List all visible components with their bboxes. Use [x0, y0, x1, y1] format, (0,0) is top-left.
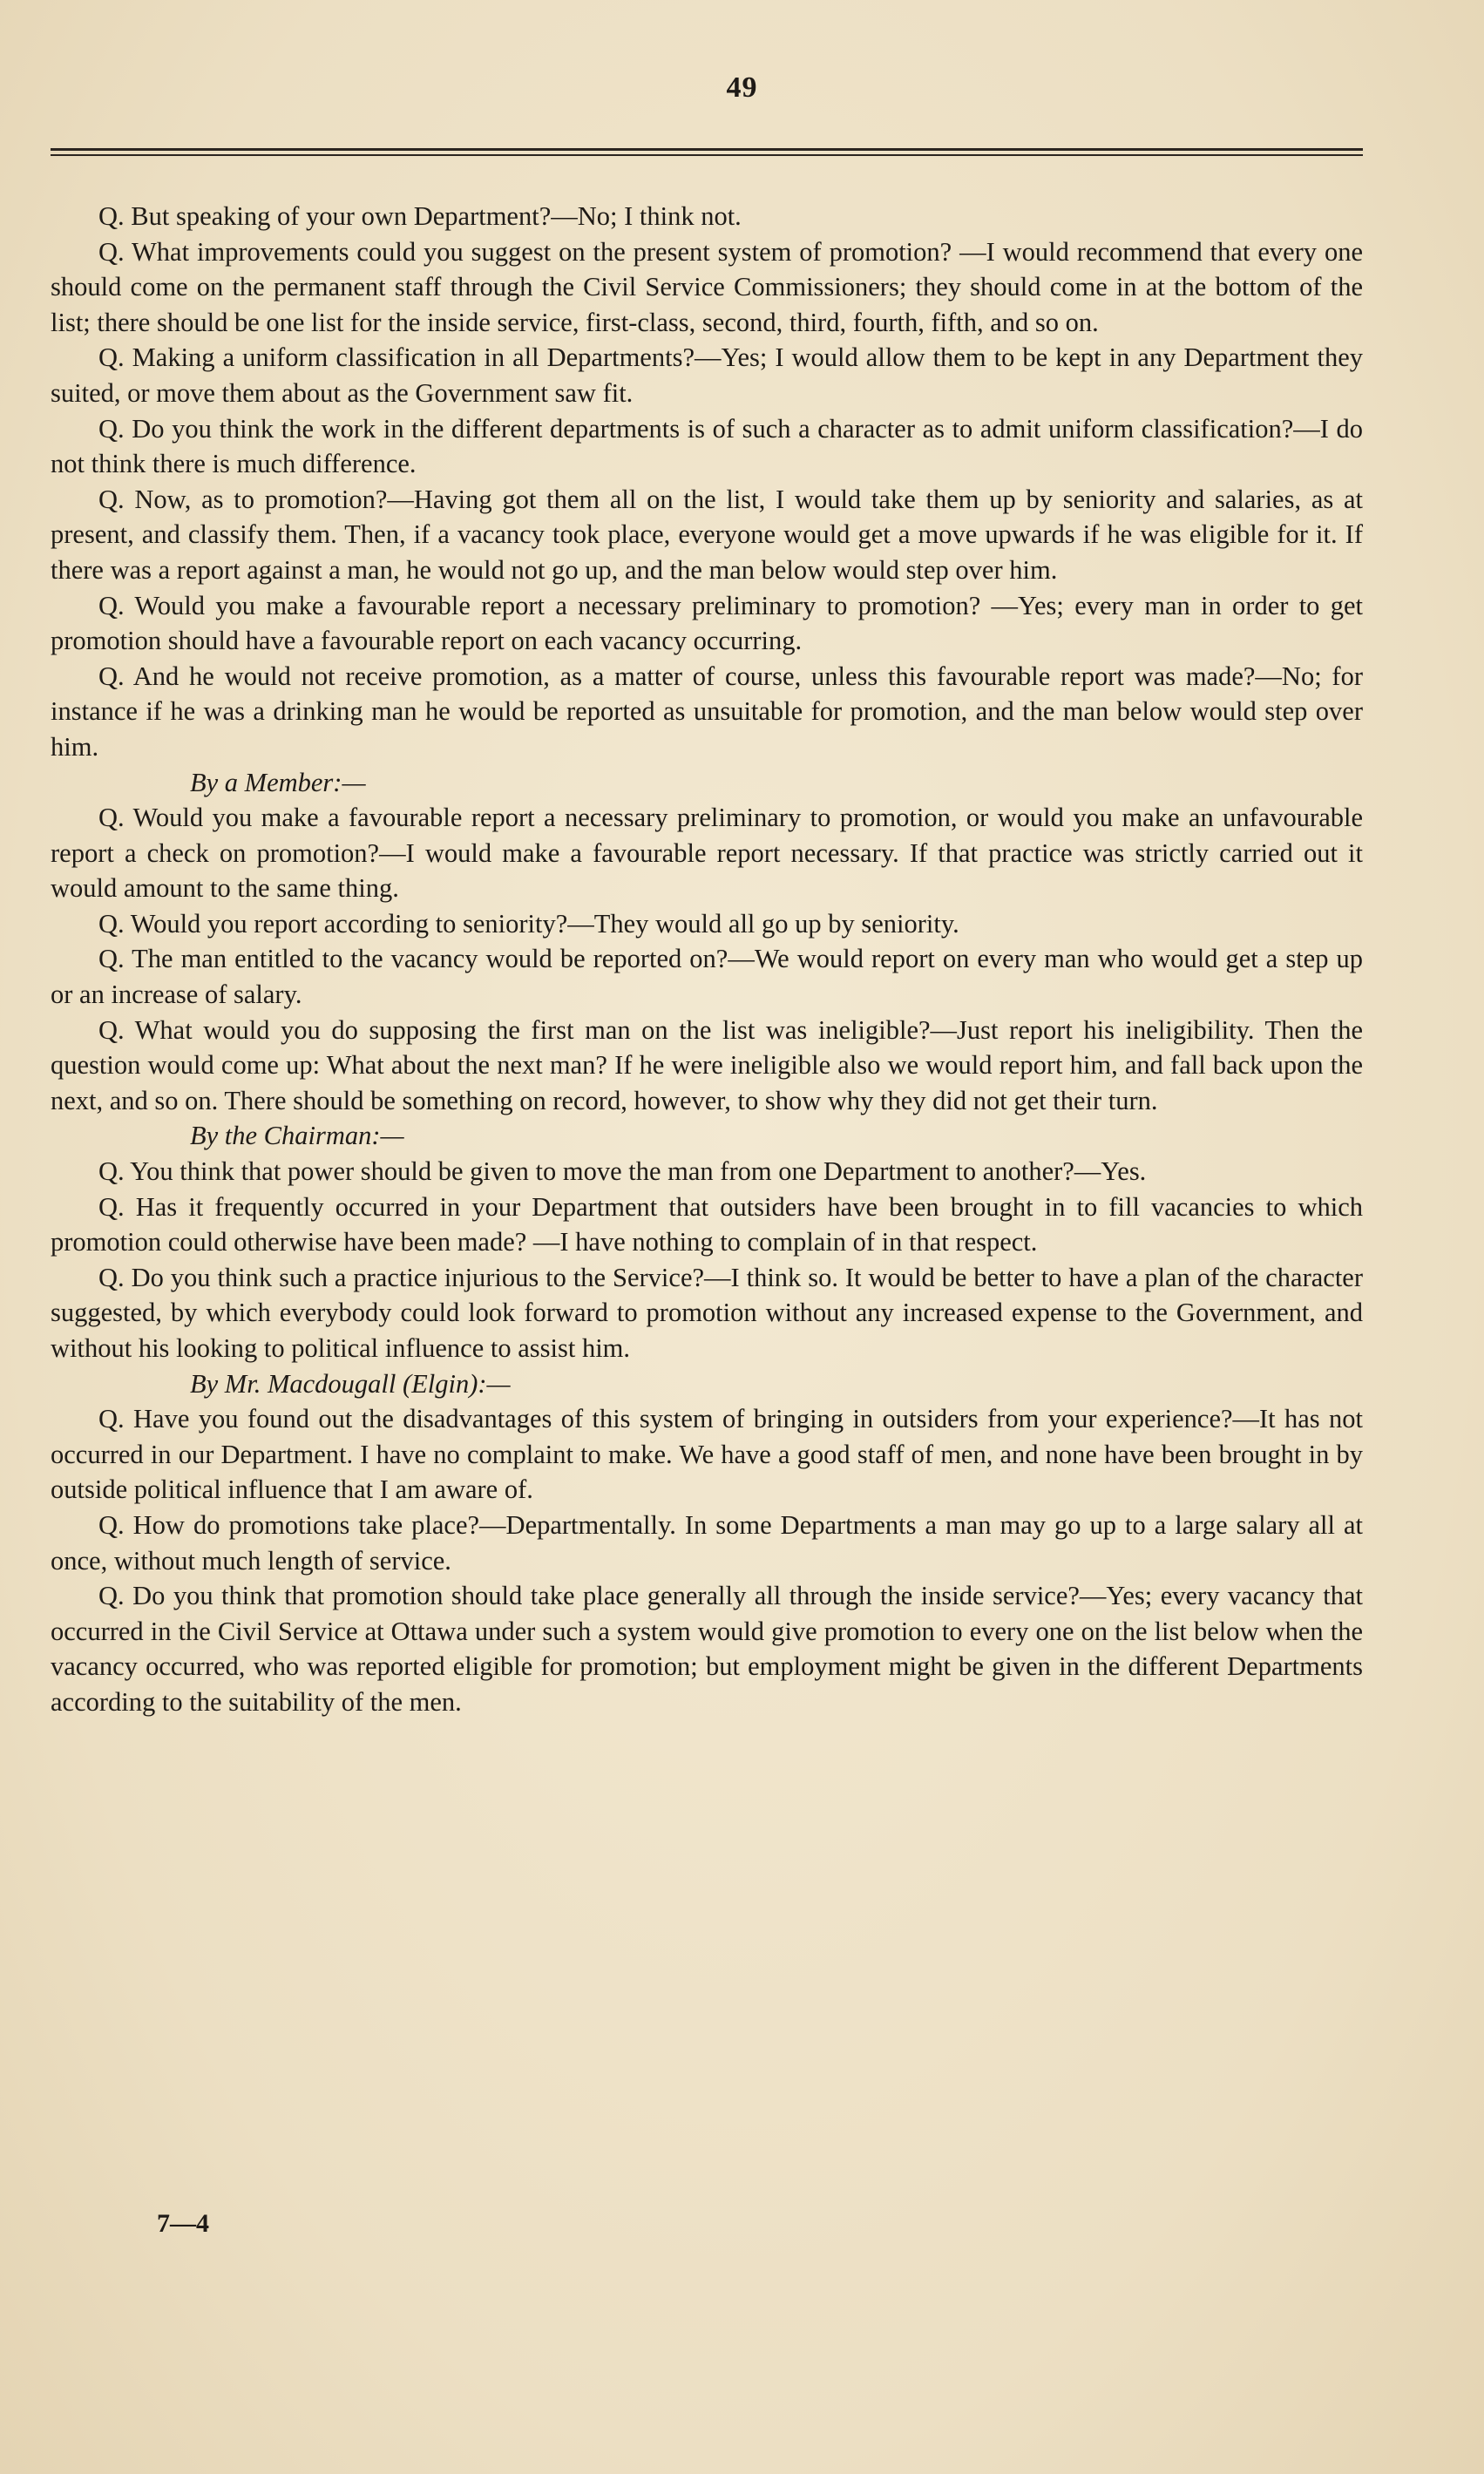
qa-paragraph: Q. Do you think the work in the different departments is of such a character as to admit uniform classification?—I do not think there is much difference. [51, 413, 1363, 479]
body-text [51, 199, 1363, 1720]
header-rule [51, 148, 1363, 159]
qa-paragraph: Q. Do you think such a practice injurious to the Service?—I think so. It would be better to have a plan of the character suggested, by which everybody could look forward to promotion without any increased expense to the Government, and without his looking to political influence to assist him. [51, 1262, 1363, 1363]
speaker-heading: By a Member:— [190, 767, 366, 797]
qa-paragraph: Q. What improvements could you suggest on the present system of promotion? —I would recommend that every one should come on the permanent staff through the Civil Service Commissioners; they should come in at the bottom of the list; there should be one list for the inside service, first-class, second, third, fourth, fifth, and so on. [51, 236, 1363, 337]
signature-mark: 7—4 [157, 2209, 209, 2238]
speaker-heading: By the Chairman:— [190, 1121, 404, 1151]
qa-paragraph: Q. Has it frequently occurred in your Department that outsiders have been brought in to fill vacancies to which promotion could otherwise have been made? —I have nothing to complain of in that respect. [51, 1191, 1363, 1257]
qa-paragraph: Q. Would you report according to seniority?—They would all go up by seniority. [98, 908, 959, 939]
qa-paragraph: Q. Now, as to promotion?—Having got them all on the list, I would take them up by seniority and salaries, as at present, and classify them. Then, if a vacancy took place, everyone would get a move upwards if he was eligible for it. If there was a report against a man, he would not go up, and the man below would step over him. [51, 484, 1363, 585]
qa-paragraph: Q. Would you make a favourable report a necessary preliminary to promotion, or would you make an unfavourable report a check on promotion?—I would make a favourable report necessary. If that practice was strictly carried out it would amount to the same thing. [51, 803, 1363, 904]
qa-paragraph: Q. How do promotions take place?—Departmentally. In some Departments a man may go up to a large salary all at once, without much length of service. [51, 1509, 1363, 1576]
qa-paragraph: Q. Making a uniform classification in all Departments?—Yes; I would allow them to be kept in any Department they suited, or move them about as the Government saw fit. [51, 342, 1363, 408]
qa-paragraph: Q. But speaking of your own Department?—No; I think not. [98, 201, 742, 231]
qa-paragraph: Q. You think that power should be given to move the man from one Department to another?—Yes. [98, 1156, 1147, 1187]
qa-paragraph: Q. Do you think that promotion should take place generally all through the inside service?—Yes; every vacancy that occurred in the Civil Service at Ottawa under such a system would give promotion to every one on the list below when the vacancy occurred, who was reported eligible for promotion; but employment might be given in the different Departments according to the suitability of the men. [51, 1581, 1363, 1717]
speaker-heading: By Mr. Macdougall (Elgin):— [190, 1368, 511, 1399]
qa-paragraph: Q. And he would not receive promotion, as a matter of course, unless this favourable report was made?—No; for instance if he was a drinking man he would be reported as unsuitable for promotion, and the man below would step over him. [51, 661, 1363, 762]
qa-paragraph: Q. Have you found out the disadvantages of this system of bringing in outsiders from your experience?—It has not occurred in our Department. I have no complaint to make. We have a good staff of men, and none have been brought in by outside political influence that I am aware of. [51, 1404, 1363, 1505]
qa-paragraph: Q. Would you make a favourable report a necessary preliminary to promotion? —Yes; every man in order to get promotion should have a favourable report on each vacancy occurring. [51, 590, 1363, 656]
qa-paragraph: Q. What would you do supposing the first man on the list was ineligible?—Just report his ineligibility. Then the question would come up: What about the next man? If he were ineligible also we would report him, and fall back upon the next, and so on. There should be something on record, however, to show why they did not get their turn. [51, 1014, 1363, 1115]
page-number: 49 [726, 71, 758, 104]
qa-paragraph: Q. The man entitled to the vacancy would be reported on?—We would report on every man who would get a step up or an increase of salary. [51, 944, 1363, 1010]
